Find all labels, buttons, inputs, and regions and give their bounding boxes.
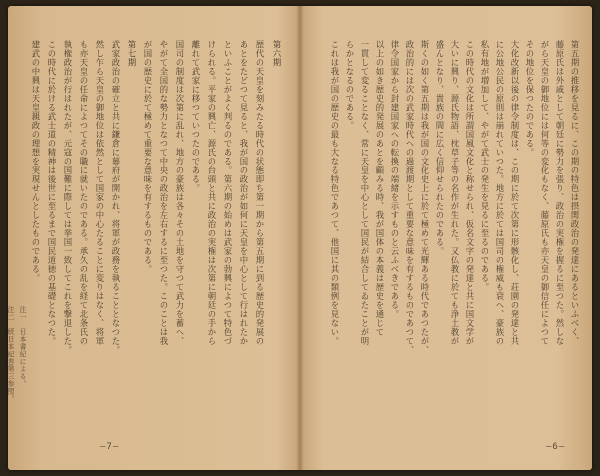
text-line: 然し乍ら天皇の御地位は依然として国家の中心たることに変りはなく、将軍 bbox=[95, 40, 105, 346]
text-line: 律令国家から封建国家への転換の端緒を示すものと云ふべきである。 bbox=[390, 40, 400, 319]
text-line: が国の歴史に於て極めて重要な意味を有するものである。 bbox=[143, 40, 153, 274]
text-line: 盛んとなり、貴族の間に広く信仰せられたのである。 bbox=[435, 40, 445, 256]
text-line: けられる。平家の興亡、源氏の台頭と共に政治の実権は次第に朝廷の手から bbox=[207, 40, 217, 346]
section-heading: 第七期 bbox=[127, 40, 137, 67]
text-line: といふことがよく判るのである。第六期の始めは武家の勃興によつて特色づ bbox=[223, 40, 233, 346]
text-line: 斯くの如く第五期は我が国の文化史上に於て極めて光輝ある時代であつたが、 bbox=[420, 40, 430, 355]
text-line: 執権政治が行はれたが、元寇の国難に際しては挙国一致してこれを撃退した。 bbox=[63, 40, 73, 355]
text-line: も亦天皇の任命によつてその職に就いたのである。承久の乱を経て北条氏の bbox=[79, 40, 89, 346]
text-line: 離れて武家に移つていつたのである。 bbox=[191, 40, 201, 193]
text-line: 建武の中興は天皇親政の理想を実現せんとしたものである。 bbox=[31, 40, 41, 283]
text-line: その地位を保つたのである。 bbox=[525, 40, 535, 157]
left-page bbox=[8, 6, 300, 470]
text-line: 藤原氏は外戚として朝廷に勢力を張り、政治の実権を握るに至つた。然しな bbox=[555, 40, 565, 346]
text-line: らかとなるのである。 bbox=[345, 40, 355, 130]
text-line: がら天皇の御地位には何等の変化もなく、藤原氏も亦天皇の御信任によつて bbox=[540, 40, 550, 346]
text-line: これは我が国の歴史の最も大なる特色であつて、他国に其の類例を見ない。 bbox=[330, 40, 340, 346]
footnote: 注一 日本書紀による。 bbox=[18, 306, 26, 388]
text-line: 国司の制度は次第に乱れ、地方の豪族は各々その土地を守つて武力を蓄へ、 bbox=[175, 40, 185, 346]
text-line: 以上の如き歴史的発展のあとを顧みる時、我が国体の本義は歴史を通じて bbox=[375, 40, 385, 337]
page-number: —7— bbox=[100, 442, 120, 452]
text-line: 政治的には次の武家時代への過渡期として重要な意味を有するものであつて、 bbox=[405, 40, 415, 355]
text-line: 大化改新以後の律令制度は、この期に於て次第に形骸化し、荘園の発達と共 bbox=[510, 40, 520, 346]
text-line: この時代に於ける武士道の精神は後世に至るまで国民道徳の基礎となつた。 bbox=[47, 40, 57, 346]
text-line: あとをたどつて見ると、我が国の政治が如何に天皇を中心として行はれたか bbox=[239, 40, 249, 346]
text-line: やがて全国的な勢力となつて中央の政治を左右するに至つた。このことは我 bbox=[159, 40, 169, 346]
text-line: に公地公民の原則は崩れていつた。地方に於ては国司の権威も衰へ、豪族の bbox=[495, 40, 505, 346]
text-line: 第五期の推移を見るに、この期の特色は摂関政治の発達にあるといふべく、 bbox=[570, 40, 580, 346]
open-book bbox=[8, 6, 592, 470]
page-number: —6— bbox=[546, 442, 566, 452]
text-line: 大いに興り、源氏物語、枕草子等の名作が生れた。又仏教に於ても浄土教が bbox=[450, 40, 460, 346]
text-line: 私有地が増加して、やがて武士の発生を見るに至るのである。 bbox=[480, 40, 490, 292]
text-line: 歴代の天皇を刻みたる時代の状態即ち第一期から第五期に到る歴史的発展の bbox=[255, 40, 265, 346]
text-line: この時代の文化は所謂国風文化と称せられ、仮名文字の発達と共に国文学が bbox=[465, 40, 475, 346]
text-line: 一貫して変ることなく、常に天皇を中心として国民が結合してゐたことが明 bbox=[360, 40, 370, 346]
section-heading: 第六期 bbox=[272, 40, 282, 67]
text-line: 武家政治の確立と共に鎌倉に幕府が開かれ、将軍が政務を執ることとなつた。 bbox=[111, 40, 121, 355]
right-page bbox=[300, 6, 592, 470]
footnote: 注二 続日本紀巻第三参照。 bbox=[6, 306, 14, 403]
